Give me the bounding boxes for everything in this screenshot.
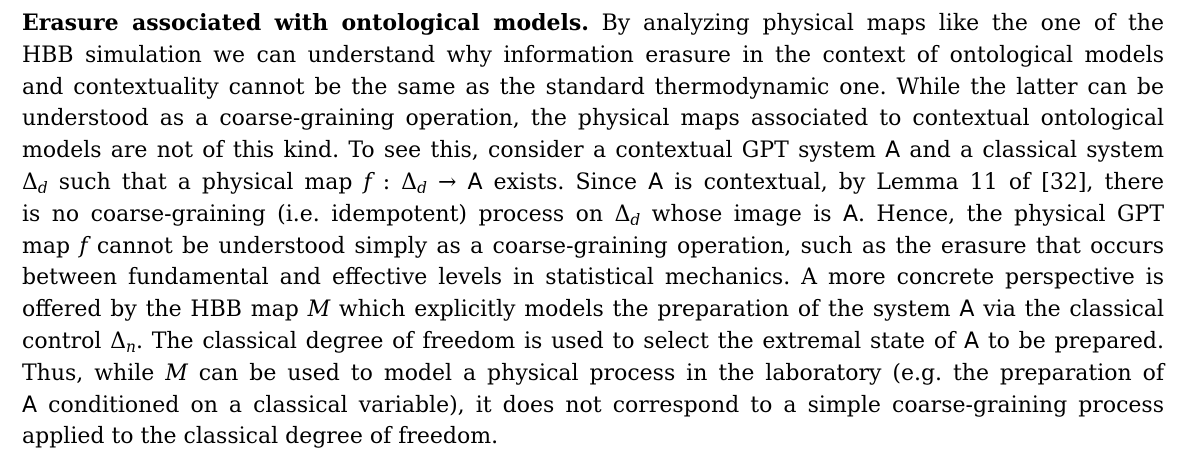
text-run: control Δ	[22, 328, 127, 354]
text-run: is contextual, by Lemma 11 of [32], there	[663, 169, 1165, 195]
math-system-symbol: A	[22, 392, 38, 418]
text-run: can be used to model a physical process in the laboratory (e.g. the preparation of	[187, 360, 1164, 386]
text-line: understood as a coarse-graining operation, the physical maps associated to contextual ontological	[22, 106, 1164, 132]
text-run: exists. Since	[482, 169, 649, 195]
math-system-symbol: A	[842, 201, 859, 227]
text-run: via the classical	[974, 297, 1164, 323]
body-paragraph	[22, 8, 1164, 453]
text-line: HBB simulation we can understand why information erasure in the context of ontological models	[22, 42, 1164, 68]
math-symbol: →	[426, 169, 468, 195]
math-variable: f	[79, 233, 88, 259]
math-subscript: n	[126, 337, 136, 356]
text-line: between fundamental and effective levels in statistical mechanics. A more concrete perspective is	[22, 265, 1164, 291]
math-system-symbol: A	[959, 297, 975, 323]
text-line	[22, 294, 1164, 326]
text-run: models are not of this kind. To see this, consider a contextual GPT system	[22, 138, 886, 164]
math-variable: M	[307, 297, 331, 323]
text-line	[22, 199, 1164, 231]
text-run: Thus, while	[22, 360, 166, 386]
text-run: is no coarse-graining (i.e. idempotent) process on Δ	[22, 201, 631, 227]
text-run: cannot be understood simply as a coarse-graining operation, such as the erasure that occurs	[87, 233, 1164, 259]
text-line	[22, 326, 1164, 358]
text-line	[22, 231, 1164, 263]
math-symbol: Δ	[22, 169, 38, 195]
text-run: offered by the HBB map	[22, 297, 308, 323]
text-line	[22, 167, 1164, 199]
text-run: . Hence, the physical GPT	[858, 201, 1164, 227]
math-variable: M	[165, 360, 188, 386]
text-line	[22, 390, 1164, 422]
math-system-symbol: A	[648, 169, 664, 195]
math-symbol: : Δ	[371, 169, 418, 195]
text-line: applied to the classical degree of freedom.	[22, 424, 499, 450]
math-system-symbol: A	[885, 138, 901, 164]
text-run: to be prepared.	[979, 328, 1164, 354]
text-line	[22, 135, 1164, 167]
math-variable: f	[363, 169, 372, 195]
text-run: such that a physical map	[47, 169, 364, 195]
math-subscript: d	[37, 178, 48, 197]
text-run: conditioned on a classical variable), it does not correspond to a simple coarse-graining process	[37, 392, 1164, 418]
math-subscript: d	[417, 178, 427, 197]
text-line	[22, 8, 1164, 40]
text-run: map	[22, 233, 80, 259]
math-system-symbol: A	[964, 328, 980, 354]
text-run: whose image is	[640, 201, 843, 227]
paragraph-heading: Erasure associated with ontological models.	[22, 10, 589, 36]
text-run: By analyzing physical maps like the one of the	[588, 11, 1164, 36]
text-line	[22, 358, 1164, 390]
text-run: and a classical system	[900, 138, 1164, 164]
text-run: . The classical degree of freedom is used to select the extremal state of	[135, 328, 964, 354]
text-run: which explicitly models the preparation of the system	[330, 297, 960, 323]
text-line: and contextuality cannot be the same as the standard thermodynamic one. While the latter can be	[22, 74, 1164, 100]
math-system-symbol: A	[467, 169, 483, 195]
math-subscript: d	[630, 210, 641, 229]
